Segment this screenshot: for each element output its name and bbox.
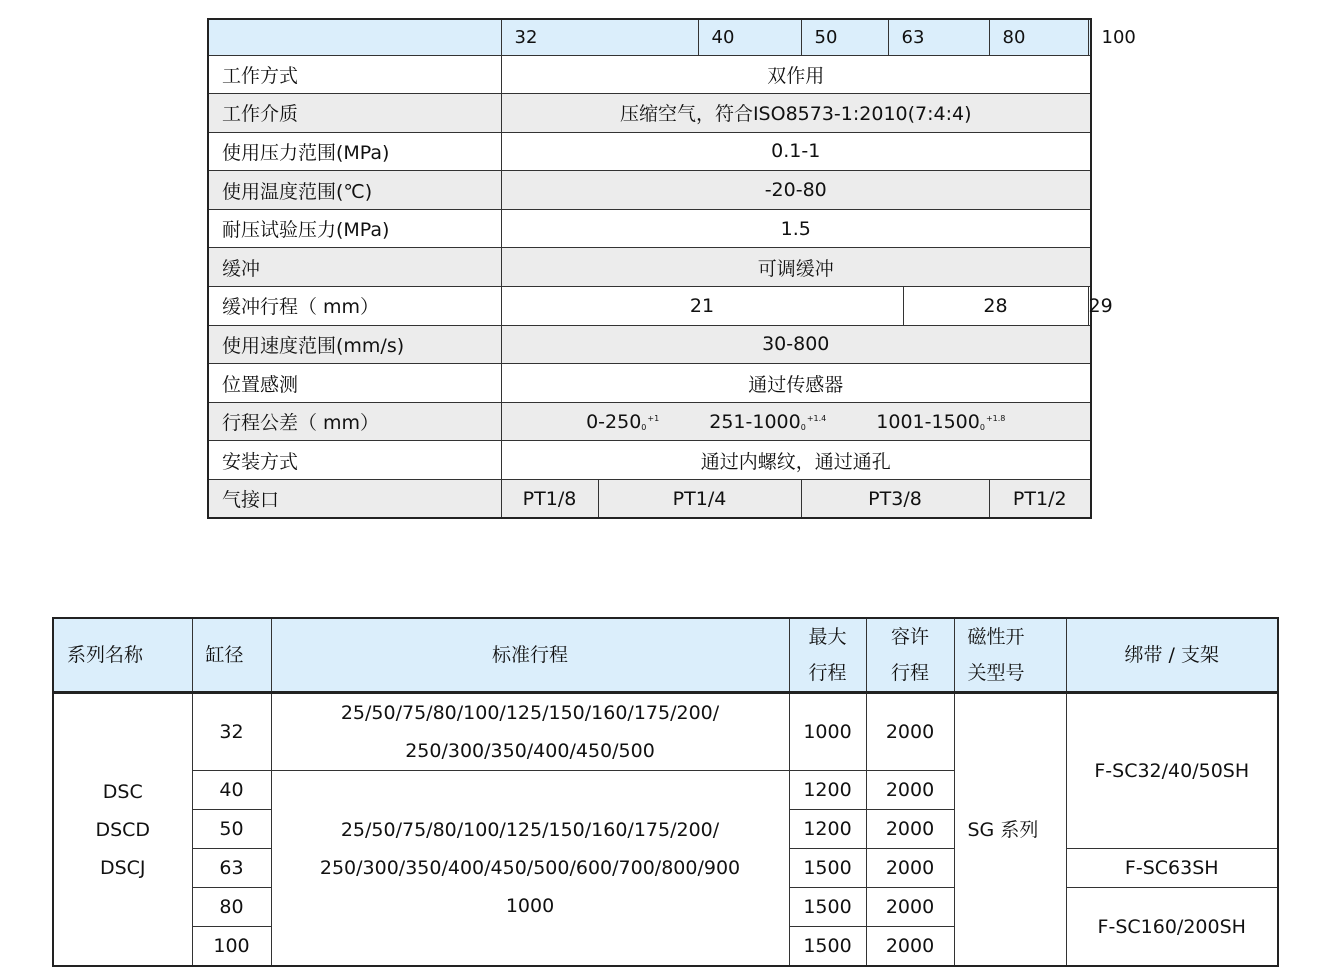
table-row [53, 693, 1278, 732]
spec-row [208, 248, 1091, 287]
bore-100: 100 [1088, 19, 1091, 55]
stroke-line: 25/50/75/80/100/125/150/160/175/200/ [340, 819, 720, 841]
stroke-line: 25/50/75/80/100/125/150/160/175/200/ [340, 702, 720, 724]
tolerance-row [208, 402, 1091, 441]
header-bracket: 绑带 / 支架 [1066, 618, 1278, 693]
spec-row [208, 94, 1091, 133]
allowable-stroke-cell: 2000 [866, 849, 954, 888]
tolerance-range: 1001-1500 [876, 410, 980, 433]
bore-50: 50 [801, 19, 888, 55]
spec-row [208, 209, 1091, 248]
header-blank-cell [208, 19, 501, 55]
allowable-stroke-cell: 2000 [866, 771, 954, 810]
cushion-stroke-value: 28 [903, 287, 1088, 326]
spec-label: 使用速度范围(mm/s) [208, 325, 501, 364]
max-stroke-cell: 1000 [789, 693, 866, 771]
stroke-line: 250/300/350/400/450/500/600/700/800/900 [319, 857, 741, 879]
tolerance-upper: +1.8 [985, 413, 1006, 423]
max-stroke-cell: 1500 [789, 849, 866, 888]
port-value: PT1/8 [501, 480, 598, 519]
spec-value: 0.1-1 [501, 132, 1091, 171]
tolerance-lower: 0 [641, 422, 647, 432]
allowable-stroke-cell: 2000 [866, 888, 954, 927]
port-value: PT1/4 [598, 480, 801, 519]
spec-label: 位置感测 [208, 364, 501, 403]
header-max-stroke [789, 618, 866, 693]
bore-header-row [208, 19, 1091, 55]
allowable-stroke-cell: 2000 [866, 927, 954, 967]
series-name: DSC [102, 780, 143, 803]
spec-label: 使用温度范围(℃) [208, 171, 501, 210]
spec-label: 行程公差（ mm） [208, 402, 501, 441]
stroke-line: 250/300/350/400/450/500 [405, 740, 655, 762]
tolerance-lower: 0 [800, 422, 806, 432]
bore-cell: 40 [192, 771, 271, 810]
tolerance-upper: +1 [647, 413, 660, 423]
spec-row [208, 441, 1091, 480]
header-text: 最大 [808, 626, 847, 648]
stroke-line: 1000 [505, 895, 555, 917]
standard-stroke-cell [271, 771, 789, 967]
bracket-cell: F-SC160/200SH [1066, 888, 1278, 967]
max-stroke-cell: 1500 [789, 927, 866, 967]
spec-label: 工作介质 [208, 94, 501, 133]
spec-value: 30-800 [501, 325, 1091, 364]
spec-row [208, 55, 1091, 94]
series-name: DSCD [95, 818, 151, 841]
spec-row [208, 132, 1091, 171]
spec-value: 通过传感器 [501, 364, 1091, 403]
bore-cell: 50 [192, 810, 271, 849]
spec-value: 双作用 [501, 55, 1091, 94]
bore-80: 80 [989, 19, 1088, 55]
max-stroke-cell: 1200 [789, 771, 866, 810]
header-switch-model [954, 618, 1066, 693]
spec-value: 1.5 [501, 209, 1091, 248]
spec-label: 缓冲 [208, 248, 501, 287]
bore-32: 32 [501, 19, 698, 55]
bore-cell: 100 [192, 927, 271, 967]
spec-row [208, 325, 1091, 364]
spec-value: 压缩空气，符合ISO8573-1:2010(7:4:4) [501, 94, 1091, 133]
header-text: 关型号 [967, 662, 1025, 684]
header-text: 行程 [808, 662, 847, 684]
tolerance-value [501, 402, 1091, 441]
port-value: PT3/8 [801, 480, 989, 519]
spec-value: 可调缓冲 [501, 248, 1091, 287]
tolerance-upper: +1.4 [806, 413, 827, 423]
header-text: 磁性开 [967, 626, 1025, 648]
tolerance-item [876, 411, 1005, 433]
bore-cell: 63 [192, 849, 271, 888]
header-standard-stroke: 标准行程 [271, 618, 789, 693]
bracket-cell: F-SC63SH [1066, 849, 1278, 888]
bore-40: 40 [698, 19, 801, 55]
cushion-stroke-value: 21 [501, 287, 903, 326]
cushion-stroke-value: 29 [1088, 287, 1091, 326]
cushion-stroke-row [208, 287, 1091, 326]
header-allowable-stroke [866, 618, 954, 693]
header-text: 行程 [890, 662, 929, 684]
bore-63: 63 [888, 19, 989, 55]
tolerance-lower: 0 [979, 422, 985, 432]
tolerance-range: 0-250 [586, 410, 642, 433]
header-bore: 缸径 [192, 618, 271, 693]
spec-value: 通过内螺纹，通过通孔 [501, 441, 1091, 480]
standard-stroke-cell [271, 693, 789, 771]
bracket-cell: F-SC32/40/50SH [1066, 693, 1278, 849]
spec-label: 使用压力范围(MPa) [208, 132, 501, 171]
spec-row [208, 171, 1091, 210]
allowable-stroke-cell: 2000 [866, 693, 954, 771]
series-header-row [53, 618, 1278, 693]
port-value: PT1/2 [989, 480, 1091, 519]
spec-value: -20-80 [501, 171, 1091, 210]
spec-label: 安装方式 [208, 441, 501, 480]
header-text: 容许 [890, 626, 929, 648]
tolerance-item [586, 411, 659, 433]
spec-label: 缓冲行程（ mm） [208, 287, 501, 326]
series-table [52, 617, 1279, 967]
port-row [208, 480, 1091, 519]
spec-label: 耐压试验压力(MPa) [208, 209, 501, 248]
tolerance-item [709, 411, 826, 433]
bore-cell: 32 [192, 693, 271, 771]
spec-label: 工作方式 [208, 55, 501, 94]
series-names-cell [53, 693, 192, 967]
allowable-stroke-cell: 2000 [866, 810, 954, 849]
switch-model-cell: SG 系列 [954, 693, 1066, 967]
spec-table [207, 18, 1136, 519]
max-stroke-cell: 1500 [789, 888, 866, 927]
header-series-name: 系列名称 [53, 618, 192, 693]
max-stroke-cell: 1200 [789, 810, 866, 849]
spec-label: 气接口 [208, 480, 501, 519]
series-name: DSCJ [99, 856, 146, 879]
spec-row [208, 364, 1091, 403]
bore-cell: 80 [192, 888, 271, 927]
tolerance-range: 251-1000 [709, 410, 801, 433]
